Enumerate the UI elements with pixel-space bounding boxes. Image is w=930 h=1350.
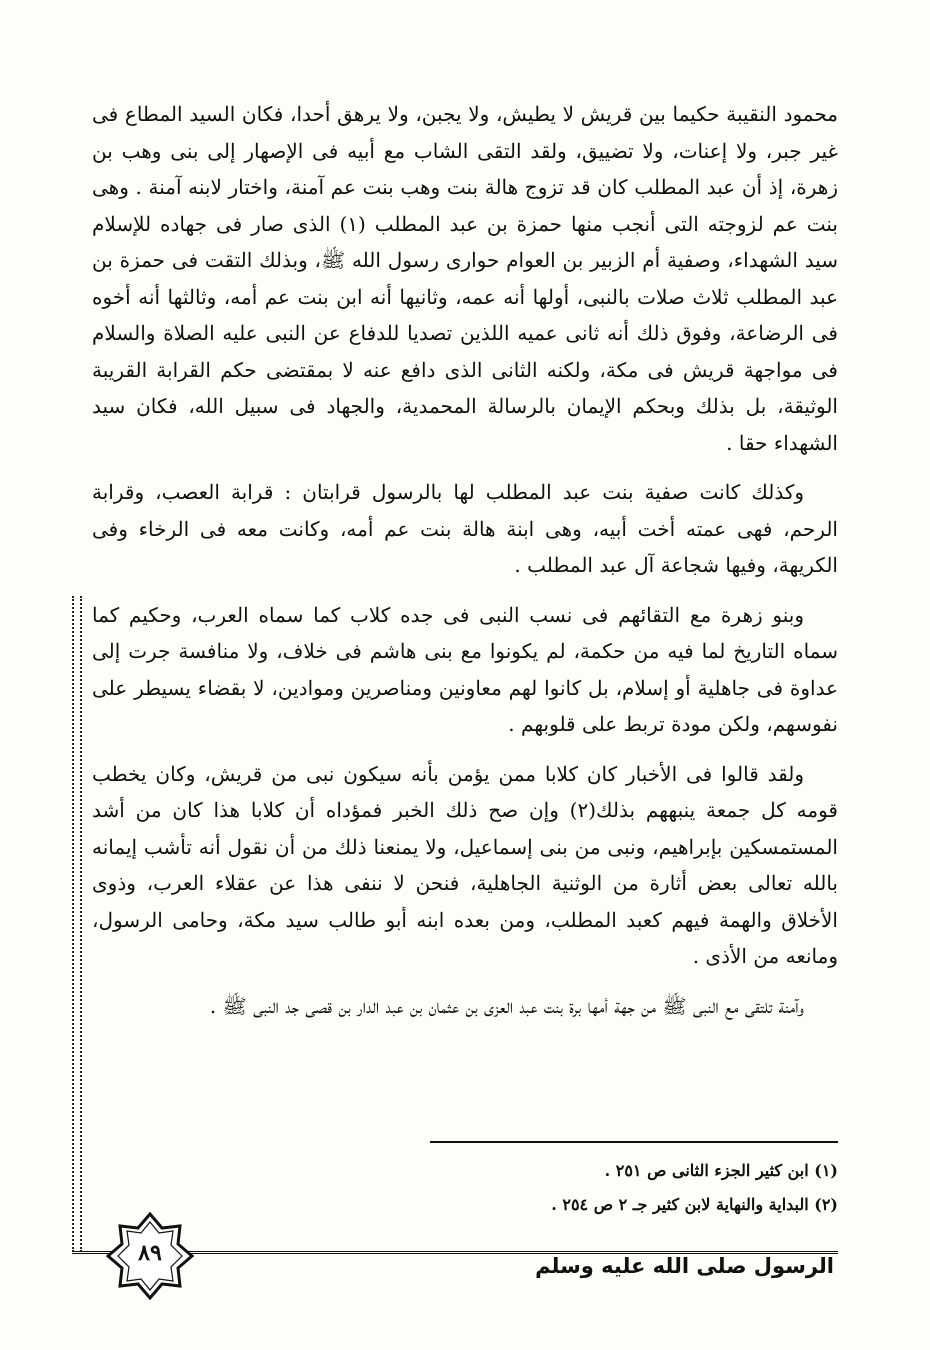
footnotes — [278, 1154, 838, 1222]
paragraph-3: وبنو زهرة مع التقائهم فى نسب النبى فى جده كلاب كما سماه العرب، وحكيم كما سماه التاريخ لما فيه من حكمة، لم يكونوا مع بنى هاشم فى خلاف، ولا منافسة جرت إلى عداوة فى جاهلية أو إسلام، بل كانوا لهم معاونين ومناصرين وموادين، لا بقضاء يسيطر على نفوسهم، ولكن مودة تربط على قلوبهم . — [92, 602, 838, 736]
page-number-badge — [106, 1212, 194, 1300]
decorative-side-border — [72, 596, 82, 1252]
paragraph-5: وآمنة تلتقى مع النبى ﷺ من جهة أمها برة بنت عبد العزى بن عثمان بن عبد الدار بن قصى جد النبى ﷺ . — [209, 993, 804, 1018]
page-number: ٨٩ — [138, 1240, 162, 1266]
footnote-separator — [430, 1141, 838, 1143]
paragraph-4: ولقد قالوا فى الأخبار كان كلابا ممن يؤمن بأنه سيكون نبى من قريش، وكان يخطب قومه كل جمعة ينبههم بذلك(٢) وإن صح ذلك الخبر فمؤداه أن كلابا هذا كان من أشد المستمسكين بإبراهيم، ونبى من بنى إسماعيل، ولا يمنعنا ذلك من أن نقول أنه تأشب إيمانه بالله تعالى بعض أثارة من الوثنية الجاهلية، فنحن لا ننفى هذا عن عقلاء العرب، وذوى الأخلاق والهمة فيهم كعبد المطلب، ومن بعده ابنه أبو طالب سيد مكة، وحامى الرسول، ومانعه من الأذى . — [92, 761, 838, 968]
body-text — [92, 96, 838, 1024]
paragraph-2: وكذلك كانت صفية بنت عبد المطلب لها بالرسول قرابتان : قرابة العصب، وقرابة الرحم، فهى عمته أخت أبيه، وهى ابنة هالة بنت عم أمه، وكانت معه فى الرخاء وفى الكريهة، وفيها شجاعة آل عبد المطلب . — [92, 480, 838, 577]
running-title: الرسول صلى الله عليه وسلم — [535, 1254, 834, 1278]
paragraph-1: محمود النقيبة حكيما بين قريش لا يطيش، ولا يجبن، ولا يرهق أحدا، فكان السيد المطاع فى غير جبر، ولا إعنات، ولا تضييق، ولقد التقى الشاب مع أبيه فى الإصهار إلى بنى وهب بن زهرة، إذ أن عبد المطلب كان قد تزوج هالة بنت وهب بنت عم آمنة، واختار لابنه آمنة . وهى بنت عم لزوجته التى أنجب منها حمزة بن عبد المطلب (١) الذى صار فى جهاده للإسلام سيد الشهداء، وصفية أم الزبير بن العوام حوارى رسول الله ﷺ، وبذلك التقت فى حمزة بن عبد المطلب ثلاث صلات بالنبى، أولها أنه عمه، وثانيها أنه ابن بنت عم أمه، وثالثها أنه أخوه فى الرضاعة، وفوق ذلك أنه ثانى عميه اللذين تصديا للدفاع عن النبى عليه الصلاة والسلام فى مواجهة قريش فى مكة، ولكنه الثانى الذى دافع عنه لا بمقتضى حكم القرابة القريبة الوثيقة، بل بذلك وبحكم الإيمان بالرسالة المحمدية، والجهاد فى سبيل الله، فكان سيد الشهداء حقا . — [92, 102, 838, 455]
footnote-1: (١) ابن كثير الجزء الثانى ص ٢٥١ . — [604, 1161, 838, 1180]
footnote-2: (٢) البداية والنهاية لابن كثير جـ ٢ ص ٢٥٤ . — [551, 1195, 838, 1214]
